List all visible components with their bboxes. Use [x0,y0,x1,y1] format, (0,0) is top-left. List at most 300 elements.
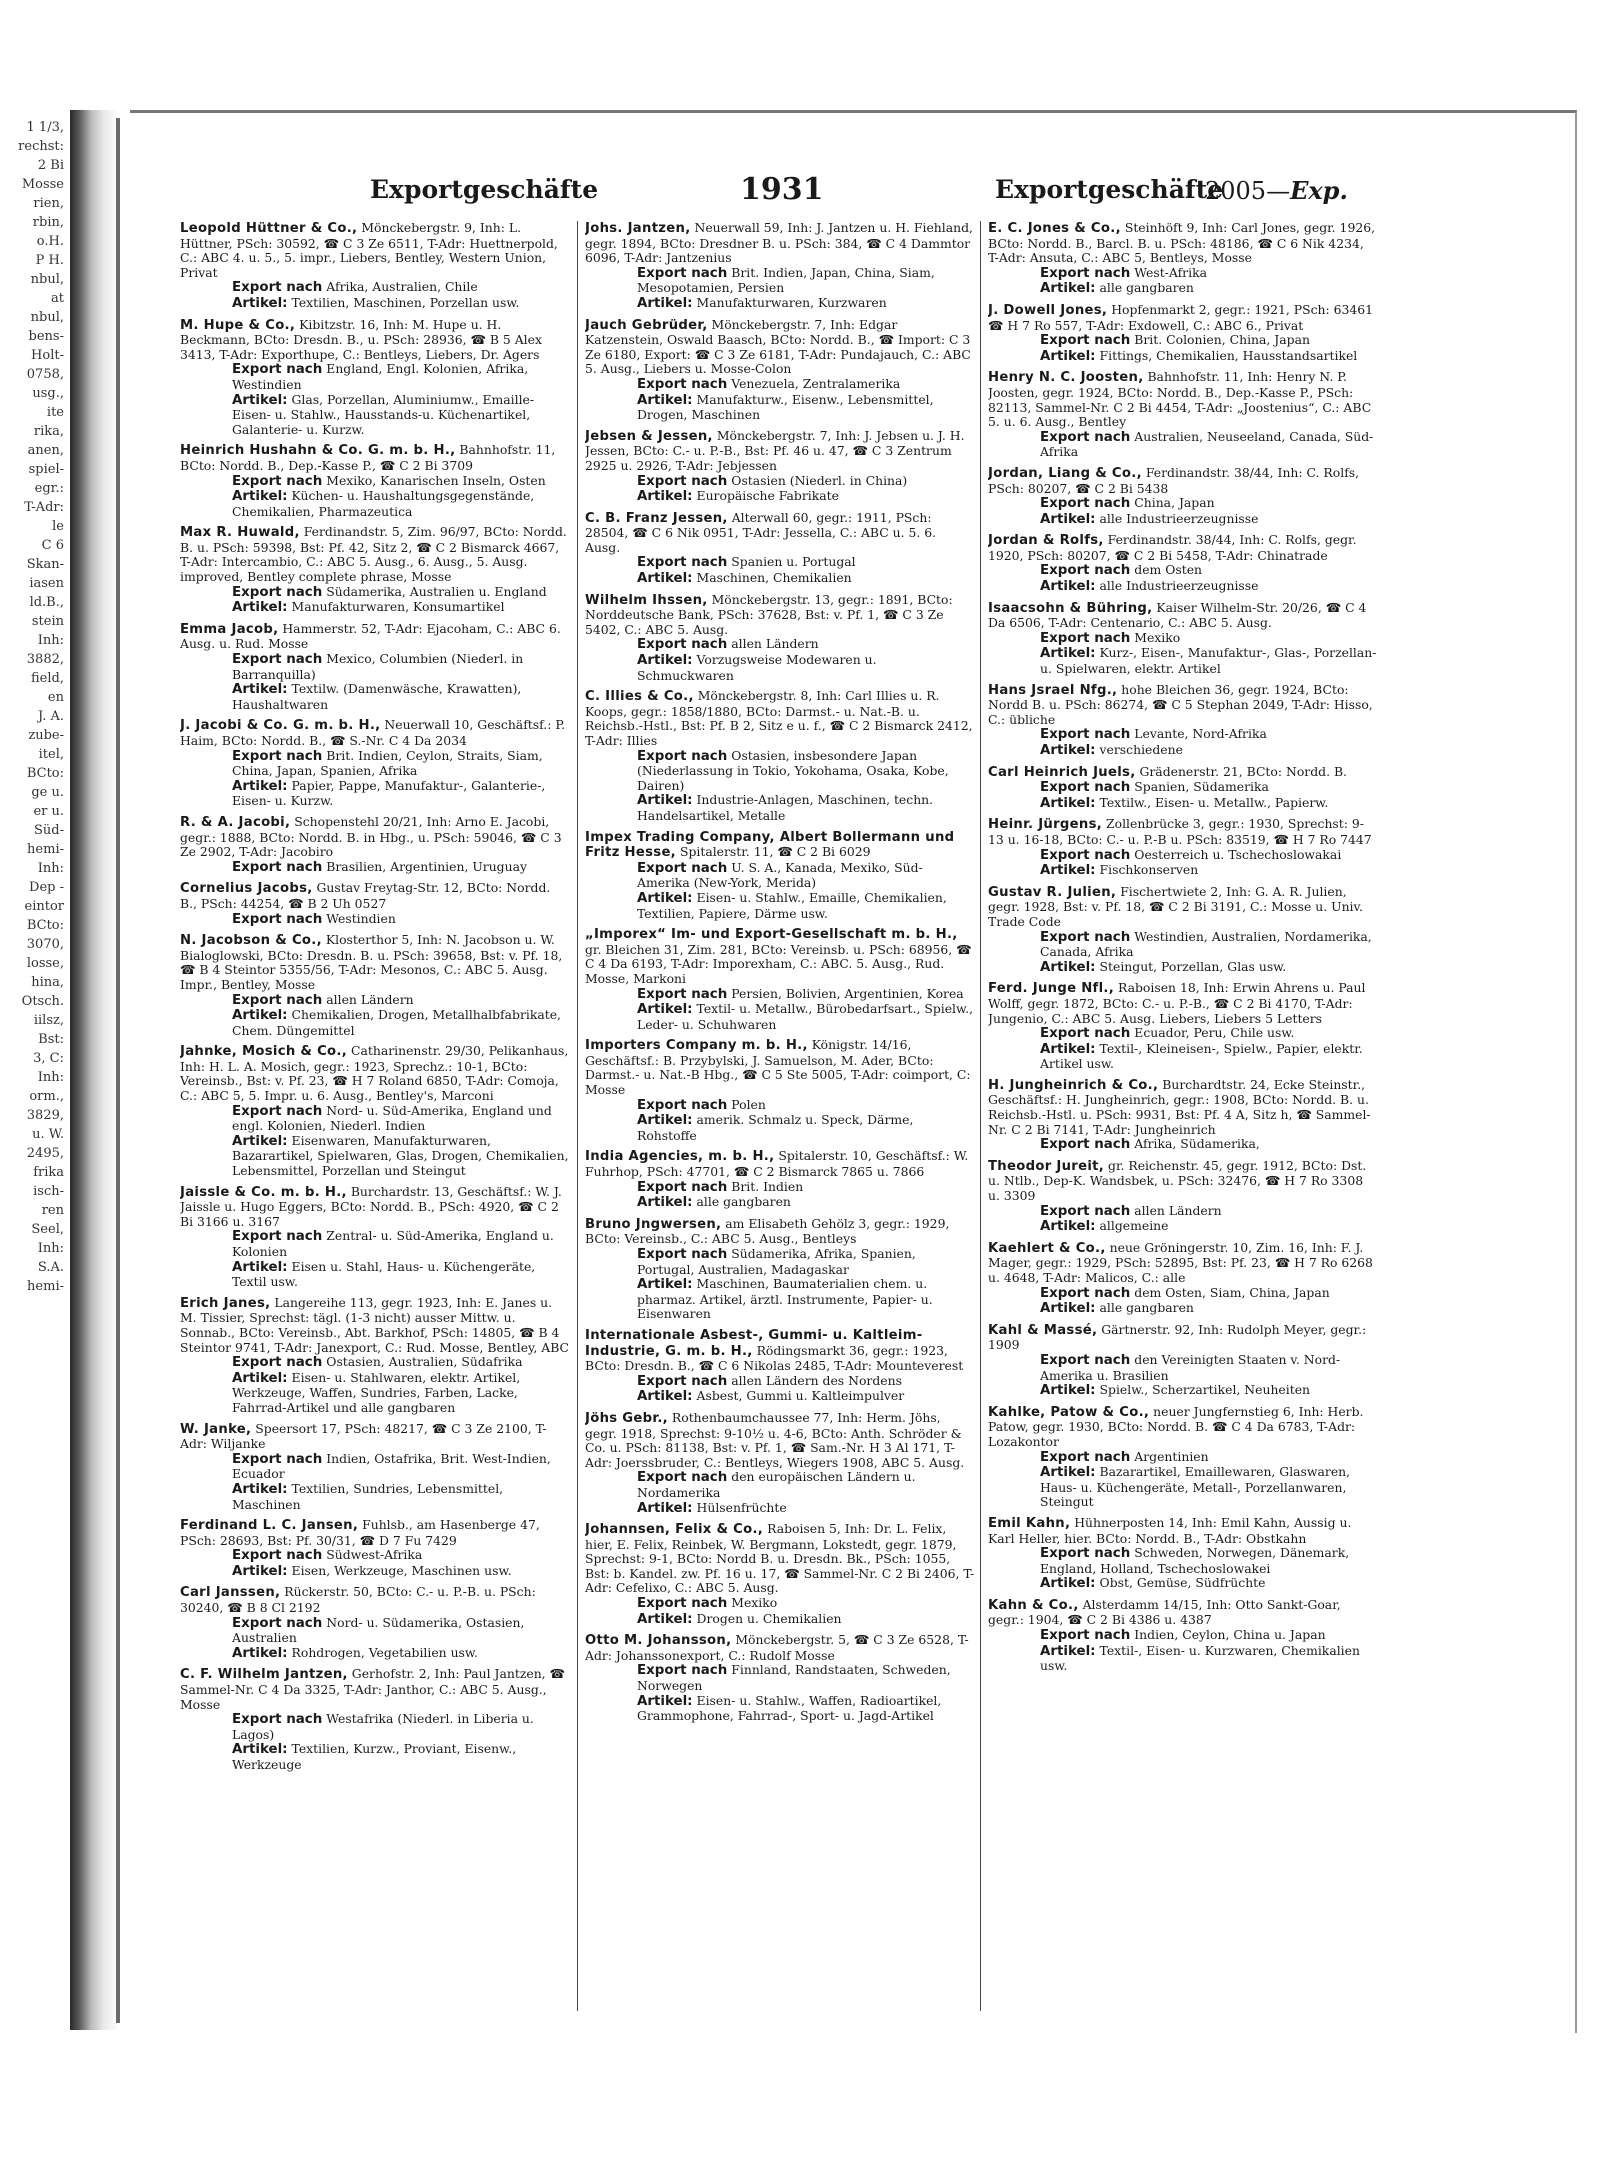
directory-entry [585,1633,975,1724]
company-name: Johs. Jantzen, [585,221,691,236]
prev-page-line: nbul, [30,272,64,287]
entry-line-label: Artikel: [637,1389,693,1405]
entry-line [1040,1644,1378,1674]
entry-line-label: Artikel: [637,793,693,809]
column-2 [585,221,975,2011]
entry-head [585,593,975,638]
entry-line-label: Export nach [232,911,323,927]
entry-line [637,749,975,794]
company-details: Raboisen 5, Inh: Dr. L. Felix, hier, E. Felix, Reinbek, W. Bergmann, Lokstedt, gegr. 1879, Sprechst: 9-1, BCto: Nordd B. u. Dresdn. Bk., PSch: 1055, Bst: b. Kandel. zw. Pf. 16 u. 17, ☎ Sammel-Nr. C 2 Bi 2406, T-Adr: Cefelixo, C.: ABC 5. Ausg. [585,1521,975,1596]
entry-line-text: Hülsenfrüchte [696,1499,787,1515]
company-name: Ferdinand L. C. Jansen, [180,1518,359,1534]
prev-page-line: Inh: [37,1070,64,1085]
entry-line [1040,743,1378,759]
company-name: J. Dowell Jones, [988,302,1108,318]
entry-line-label: Artikel: [637,1500,693,1516]
directory-entry [988,370,1378,460]
entry-line-label: Artikel: [232,1133,288,1149]
entry-line [1040,430,1378,460]
entry-line-label: Artikel: [1040,1465,1096,1481]
entry-line-text: Westindien, Australien, Nordamerika, Canada, Afrika [1040,928,1372,960]
prev-page-line: usg., [32,386,64,401]
entry-line [637,1180,975,1196]
company-details: Catharinenstr. 29/30, Pelikanhaus, Inh: H. L. A. Mosich, gegr.: 1923, Sprechz.: 10-1, BCto: Vereinsb., Bst: v. Pf. 23, ☎ H 7 Roland 6850, T-Adr: Comoja, C.: ABC 5, 5. Impr. u. 6. Ausg., Bentley's, Marconi [180,1043,569,1104]
entry-line [232,474,570,490]
entry-line-text: allen Ländern des Nordens [731,1372,902,1388]
company-details: am Elisabeth Gehölz 3, gegr.: 1929, BCto: Vereinsb., C.: ABC 5. Ausg., Bentleys [585,1215,950,1247]
entry-line-text: Maschinen, Chemikalien [696,570,852,586]
entry-head [180,443,570,473]
entry-line-label: Artikel: [637,1195,693,1211]
entry-head [585,1217,975,1247]
prev-page-line: stein [31,614,64,629]
prev-page-line: P H. [35,253,64,268]
entry-head [180,318,570,363]
directory-entry [988,683,1378,759]
entry-line-text: Textil- u. Metallw., Bürobedarfsart., Spielw., Leder- u. Schuhwaren [637,1001,974,1032]
entry-line [637,1694,975,1724]
entry-line-label: Export nach [1040,429,1131,445]
entry-line [232,1008,570,1038]
prev-page-line: BCto: [26,766,64,781]
directory-entry [585,689,975,823]
entry-line-label: Artikel: [637,653,693,669]
company-name: Cornelius Jacobs, [180,881,313,897]
prev-page-line: Inh: [37,861,64,876]
company-details: Neuerwall 59, Inh: J. Jantzen u. H. Fiehland, gegr. 1894, BCto: Dresdner B. u. PSch: 384, ☎ C 4 Dammtor 6096, T-Adr: Jantzenius [585,221,973,266]
company-details: Bahnhofstr. 11, Inh: Henry N. P. Joosten, gegr. 1924, BCto: Nordd. B., Dep.-Kasse P., PSch: 82113, Sammel-Nr. C 2 Bi 4454, T-Adr: „Joostenius“, C.: ABC 5. u. 6. Ausg., Bentley [988,369,1372,430]
company-name: Wilhelm Ihssen, [585,592,708,608]
prev-page-line: 1 1/3, [26,120,64,135]
prev-page-line: hemi- [27,1279,64,1294]
entry-line [232,585,570,601]
prev-page-line: S.A. [37,1260,64,1275]
entry-line-text: Eisenwaren, Manufakturwaren, Bazarartikel, Spielwaren, Glas, Drogen, Chemikalien, Lebensmittel, Porzellan und Steingut [232,1132,569,1179]
directory-page [130,110,1577,2033]
company-details: hohe Bleichen 36, gegr. 1924, BCto: Nordd B. u. PSch: 86274, ☎ C 5 Stephan 2049, T-Adr: Hisso, C.: übliche [988,681,1373,727]
entry-line-label: Export nach [1040,1546,1131,1562]
company-name: Internationale Asbest-, Gummi- u. Kaltleim-Industrie, G. m. b. H., [585,1327,923,1359]
entry-line-text: alle Industrieerzeugnisse [1099,578,1259,594]
entry-line-label: Export nach [1040,265,1131,281]
company-name: E. C. Jones & Co., [988,221,1121,236]
directory-entry [988,1405,1378,1510]
company-details: Spitalerstr. 10, Geschäftsf.: W. Fuhrhop, PSch: 47701, ☎ C 2 Bismarck 7865 u. 7866 [585,1148,969,1180]
entry-line-text: alle gangbaren [1099,280,1194,296]
directory-entry [988,817,1378,878]
prev-page-line: iilsz, [33,1013,64,1028]
prev-page-line: rbin, [32,215,64,230]
entry-line-label: Export nach [1040,1203,1131,1219]
prev-page-line: Otsch. [21,994,64,1009]
directory-entry [180,443,570,519]
company-details: Ferdinandstr. 5, Zim. 96/97, BCto: Nordd. B. u. PSch: 59398, Bst: Pf. 42, Sitz 2, ☎ C 2 Bismarck 4667, T-Adr: Intercambio, C.: ABC 5. Ausg., 6. Ausg., 5. Ausg. improved, Bentley complete phrase, Mosse [180,524,567,585]
running-head-right: Exportgeschäfte [995,175,1224,204]
entry-line-label: Export nach [637,637,728,653]
entry-line-label: Export nach [637,1247,728,1262]
prev-page-line: Skan- [26,557,64,572]
directory-entry [585,221,975,312]
directory-entry [585,1149,975,1210]
entry-line-text: Küchen- u. Haushaltungsgegenstände, Chemikalien, Pharmazeutica [232,488,535,519]
entry-head [988,683,1378,728]
entry-line [232,682,570,712]
entry-line [232,1712,570,1742]
entry-head [180,1585,570,1615]
entry-line-label: Artikel: [1040,743,1096,758]
company-details: Spitalerstr. 11, ☎ C 2 Bi 6029 [679,844,871,860]
company-name: Hans Jsrael Nfg., [988,682,1118,698]
entry-line-label: Export nach [232,859,323,875]
company-name: Bruno Jngwersen, [585,1216,722,1232]
directory-entry [180,1044,570,1178]
company-name: Heinrich Hushahn & Co. G. m. b. H., [180,443,456,459]
entry-line-text: Textil-, Eisen- u. Kurzwaren, Chemikalien usw. [1040,1642,1360,1674]
directory-entry [585,927,975,1032]
company-details: Raboisen 18, Inh: Erwin Ahrens u. Paul Wolff, gegr. 1872, BCto: C.- u. P.-B., ☎ C 2 Bi 4170, T-Adr: Jungenio, C.: ABC 5. Ausg. Liebers, Liebers 5 Letters [988,980,1366,1026]
prev-page-line: 3829, [26,1108,64,1123]
entry-head [180,221,570,280]
entry-line-text: Mexiko, Kanarischen Inseln, Osten [326,472,546,488]
entry-head [180,1296,570,1355]
prev-page-line: Inh: [37,1241,64,1256]
entry-line [1040,631,1378,647]
company-details: Ferdinandstr. 38/44, Inh: C. Rolfs, gegr. 1920, PSch: 80207, ☎ C 2 Bi 5458, T-Adr: Chinatrade [988,532,1357,563]
entry-head [180,1518,570,1548]
entry-line-text: Spanien u. Portugal [731,554,856,570]
directory-entry [180,1667,570,1772]
entry-line-label: Artikel: [232,1563,288,1579]
entry-line-label: Export nach [232,992,323,1008]
entry-line-text: U. S. A., Kanada, Mexiko, Süd-Amerika (New-York, Merida) [637,859,923,891]
company-details: Gerhofstr. 2, Inh: Paul Jantzen, ☎ Sammel-Nr. C 4 Da 3325, T-Adr: Janthor, C.: ABC 5. Ausg., Mosse [180,1666,565,1712]
entry-line [232,600,570,616]
entry-line-label: Artikel: [1040,1643,1096,1659]
directory-entry [988,1159,1378,1235]
entry-line-text: Textilien, Maschinen, Porzellan usw. [291,294,520,310]
company-name: Impex Trading Company, Albert Bollermann und Fritz Hesse, [585,829,955,861]
entry-columns [180,221,1400,2011]
company-details: Mönckebergstr. 9, Inh: L. Hüttner, PSch: 30592, ☎ C 3 Ze 6511, T-Adr: Huettnerpold, C.: ABC 4. u. 5., 5. impr., Liebers, Bentley, Western Union, Privat [180,221,558,280]
company-details: Burchardtstr. 24, Ecke Steinstr., Geschäftsf.: H. Jungheinrich, gegr.: 1908, BCto: Nordd. B. u. Reichsb.-Hstl. u. PSch: 9931, Bst: Pf. 4 A, Sitz h, ☎ Sammel-Nr. C 2 Bi 7141, T-Adr: Jungheinrich [988,1076,1371,1137]
entry-line [232,860,570,876]
company-details: Königstr. 14/16, Geschäftsf.: B. Przybylski, J. Samuelson, M. Ader, BCto: Darmst.- u. Nat.-B Hbg., ☎ C 5 Ste 5005, T-Adr: coimport, C: Mosse [585,1037,971,1098]
entry-line-label: Export nach [232,1355,323,1371]
company-details: Zollenbrücke 3, gegr.: 1930, Sprechst: 9-13 u. 16-18, BCto: C.- u. P.-B u. PSch: 83519, ☎ H 7 Ro 7447 [988,816,1372,847]
entry-line-text: Südamerika, Afrika, Spanien, Portugal, Australien, Madagaskar [637,1246,916,1277]
company-details: Rückerstr. 50, BCto: C.- u. P.-B. u. PSch: 30240, ☎ B 8 Cl 2192 [180,1584,536,1616]
company-name: Importers Company m. b. H., [585,1038,808,1054]
entry-line-label: Export nach [1040,1285,1131,1301]
prev-page-line: Bst: [38,1032,64,1047]
entry-head [180,718,570,748]
year-heading: 1931 [740,172,824,207]
entry-line [1040,1576,1378,1592]
prev-page-line: en [47,690,64,705]
entry-line [637,1470,975,1500]
entry-line-text: Glas, Porzellan, Aluminiumw., Emaille-Eisen- u. Stahlw., Hausstands-u. Küchenartikel, Galanterie- u. Kurzw. [232,391,535,437]
company-name: Gustav R. Julien, [988,884,1117,900]
entry-line-label: Artikel: [1040,1576,1096,1592]
prev-page-line: 2495, [26,1146,64,1161]
page-edge [116,118,120,2023]
directory-entry [988,303,1378,364]
company-details: Bahnhofstr. 11, BCto: Nordd. B., Dep.-Kasse P., ☎ C 2 Bi 3709 [180,442,556,473]
entry-line [637,1277,975,1322]
company-details: Rothenbaumchaussee 77, Inh: Herm. Jöhs, gegr. 1918, Sprechst: 9-10½ u. 4-6, BCto: Anth. Schröder & Co. u. PSch: 81138, Bst: v. Pf. 1, ☎ Sam.-Nr. H 3 Al 171, T-Adr: Joerssbruder, C.: Bentleys, Wiegers 1908, ABC 5. Ausg. [585,1409,965,1470]
directory-entry [180,881,570,927]
entry-line-text: Eisen- u. Stahlwaren, elektr. Artikel, Werkzeuge, Waffen, Sundries, Farben, Lacke, Fahrrad-Artikel und alle gangbaren [232,1369,521,1415]
company-details: Hopfenmarkt 2, gegr.: 1921, PSch: 63461 ☎ H 7 Ro 557, T-Adr: Exdowell, C.: ABC 6., Privat [988,301,1374,333]
prev-page-line: ge u. [31,785,64,800]
entry-line-label: Export nach [232,362,323,378]
entry-line-text: Fischkonserven [1099,862,1199,878]
prev-page-line: isch- [33,1184,64,1199]
prev-page-line: Süd- [34,823,64,838]
entry-line-text: Industrie-Anlagen, Maschinen, techn. Handelsartikel, Metalle [637,792,934,823]
entry-line-label: Export nach [1040,1137,1131,1153]
entry-line-text: Textilien, Kurzw., Proviant, Eisenw., Werkzeuge [232,1741,517,1772]
entry-line-label: Export nach [637,1470,728,1486]
entry-line-text: Manufakturwaren, Kurzwaren [696,294,887,310]
entry-line-text: Persien, Bolivien, Argentinien, Korea [731,985,964,1001]
entry-line-text: Bazarartikel, Emaillewaren, Glaswaren, Haus- u. Küchengeräte, Metall-, Porzellanwaren, Steingut [1040,1464,1351,1510]
entry-head [180,933,570,992]
prev-page-line: BCto: [26,918,64,933]
entry-line [1040,1042,1378,1072]
entry-line-text: Brit. Colonien, China, Japan [1134,332,1310,348]
entry-line [1040,281,1378,297]
directory-entry [988,1078,1378,1153]
entry-line-text: West-Afrika [1134,264,1207,280]
entry-line-text: Brit. Indien, Ceylon, Straits, Siam, China, Japan, Spanien, Afrika [232,747,543,779]
company-details: Neuerwall 10, Geschäftsf.: P. Haim, BCto: Nordd. B., ☎ S.-Nr. C 4 Da 2034 [180,717,566,748]
prev-page-line: 3882, [26,652,64,667]
entry-line [1040,579,1378,595]
company-name: Jöhs Gebr., [585,1410,668,1426]
entry-line-text: Manufakturwaren, Konsumartikel [291,599,505,615]
entry-line-text: dem Osten [1134,562,1203,578]
prev-page-line: J. A. [38,709,64,724]
entry-line-label: Artikel: [232,600,288,616]
entry-line-text: Nord- u. Süd-Amerika, England und engl. Kolonien, Niederl. Indien [232,1102,552,1134]
entry-line-text: Textilw. (Damenwäsche, Krawatten), Haushaltwaren [232,681,522,712]
company-details: Mönckebergstr. 7, Inh: J. Jebsen u. J. H. Jessen, BCto: C.- u. P.-B., Bst: Pf. 46 u. 47, ☎ C 3 Zentrum 2925 u. 2926, T-Adr: Jebjessen [585,427,965,473]
entry-line-text: Fittings, Chemikalien, Hausstandsartikel [1099,347,1358,363]
directory-entry [988,601,1378,677]
prev-page-line: er u. [33,804,64,819]
company-name: W. Janke, [180,1421,252,1437]
directory-entry [988,981,1378,1072]
entry-line [1040,1137,1378,1153]
entry-line-label: Artikel: [1040,1041,1096,1057]
directory-entry [180,718,570,809]
entry-line-text: Venezuela, Zentralamerika [731,375,901,391]
entry-line [637,1389,975,1405]
entry-line [637,1612,975,1628]
prev-page-line: iasen [29,576,64,591]
entry-line [637,793,975,823]
prev-page-line: anen, [27,443,64,458]
entry-line-label: Artikel: [232,1481,288,1497]
prev-page-line: field, [31,671,64,686]
entry-line-label: Artikel: [232,489,288,505]
entry-head [988,981,1378,1026]
entry-line-label: Export nach [1040,333,1131,349]
entry-line-text: Eisen- u. Stahlw., Emaille, Chemikalien, Textilien, Papiere, Därme usw. [637,889,947,921]
column-rule [980,221,981,2011]
entry-head [180,1667,570,1712]
company-details: gr. Bleichen 31, Zim. 281, BCto: Vereinsb. u. PSch: 68956, ☎ C 4 Da 6193, T-Adr: Imporexham, C.: ABC. 5. Ausg., Rud. Mosse, Markoni [585,941,972,986]
entry-line [1040,1286,1378,1302]
entry-line-text: Levante, Nord-Afrika [1134,726,1267,742]
entry-line-text: Kurz-, Eisen-, Manufaktur-, Glas-, Porzellan- u. Spielwaren, elektr. Artikel [1040,645,1377,677]
entry-line-label: Artikel: [1040,511,1096,527]
entry-line [1040,1465,1378,1510]
entry-head [585,1633,975,1663]
entry-line-label: Artikel: [637,890,693,906]
entry-line [232,296,570,312]
entry-line-label: Export nach [1040,929,1131,945]
entry-head [988,303,1378,333]
entry-line [637,296,975,312]
company-name: Kahlke, Patow & Co., [988,1404,1150,1420]
entry-head [988,466,1378,496]
entry-head [988,885,1378,930]
company-details: Langereihe 113, gegr. 1923, Inh: E. Janes u. M. Tissier, Sprechst: tägl. (1-3 nicht) ausser Mittw. u. Sonnab., BCto: Vereinsb., Abt. Barkhof, PSch: 14805, ☎ B 4 Steintor 9741, T-Adr: Janexport, C.: Rud. Mosse, Bentley, ABC [180,1294,570,1355]
entry-line-text: Europäische Fabrikate [696,488,839,504]
company-details: Gustav Freytag-Str. 12, BCto: Nordd. B., PSch: 44254, ☎ B 2 Uh 0527 [180,880,551,911]
entry-line [1040,333,1378,349]
entry-line-label: Export nach [637,748,728,764]
entry-line [1040,1450,1378,1466]
company-details: Grädenerstr. 21, BCto: Nordd. B. [1139,763,1347,779]
entry-line-text: Nord- u. Südamerika, Ostasien, Australien [232,1614,525,1646]
entry-line-label: Export nach [1040,630,1131,646]
company-name: N. Jacobson & Co., [180,933,322,949]
entry-line-label: Export nach [232,1615,323,1631]
entry-line-text: den europäischen Ländern u. Nordamerika [637,1469,916,1500]
entry-line-text: Drogen u. Chemikalien [696,1610,842,1626]
directory-entry [988,885,1378,976]
prev-page-line: itel, [38,747,64,762]
company-name: Erich Janes, [180,1295,271,1311]
entry-line-text: England, Engl. Kolonien, Afrika, Westindien [232,361,529,392]
entry-line-label: Export nach [232,1712,323,1728]
entry-line-text: Ostasien, Australien, Südafrika [326,1354,523,1370]
company-name: Heinr. Jürgens, [988,817,1103,833]
entry-head [585,1328,975,1374]
entry-line-label: Artikel: [232,682,288,698]
entry-head [988,765,1378,781]
company-name: Henry N. C. Joosten, [988,370,1144,386]
book-binding-shadow [70,110,118,2030]
company-details: Burchardstr. 13, Geschäftsf.: W. J. Jaissle u. Hugo Eggers, BCto: Nordd. B., PSch: 4920, ☎ C 2 Bi 3166 u. 3167 [180,1183,562,1229]
company-details: Fischertwiete 2, Inh: G. A. R. Julien, gegr. 1928, Bst: v. Pf. 18, ☎ C 2 Bi 3191, C.: Mosse u. Univ. Trade Code [988,883,1363,929]
entry-line-text: Eisen, Werkzeuge, Maschinen usw. [291,1562,512,1578]
prev-page-line: hina, [31,975,64,990]
prev-page-line: 0758, [26,367,64,382]
entry-line [637,653,975,683]
entry-line-label: Artikel: [637,392,693,408]
company-name: Max R. Huwald, [180,525,300,541]
company-details: Hühnerposten 14, Inh: Emil Kahn, Aussig u. Karl Heller, hier. BCto: Nordd. B., T-Adr: Obstkahn [988,1514,1352,1546]
entry-line-text: Eisen- u. Stahlw., Waffen, Radioartikel, Grammophone, Fahrrad-, Sport- u. Jagd-Artikel [637,1692,942,1724]
entry-line-text: Eisen u. Stahl, Haus- u. Küchengeräte, Textil usw. [232,1258,536,1290]
entry-head [585,429,975,474]
entry-line-label: Export nach [1040,1352,1131,1368]
entry-line [1040,796,1378,812]
prev-page-line: ren [41,1203,64,1218]
company-name: Kahl & Massé, [988,1322,1098,1338]
entry-line [1040,930,1378,960]
column-3 [988,221,1378,2011]
entry-line-label: Artikel: [1040,1301,1096,1317]
directory-entry [988,765,1378,812]
directory-entry [585,1522,975,1627]
entry-line [637,1113,975,1143]
previous-page-fragment [0,118,70,2018]
entry-line [1040,1026,1378,1042]
entry-head [585,221,975,266]
directory-entry [180,815,570,875]
entry-line [232,912,570,928]
prev-page-line: losse, [26,956,64,971]
entry-line-label: Artikel: [232,1645,288,1661]
entry-line [637,1195,975,1211]
company-details: Mönckebergstr. 5, ☎ C 3 Ze 6528, T-Adr: Johanssonexport, C.: Rudolf Mosse [585,1632,969,1663]
entry-line-label: Export nach [232,652,323,668]
directory-entry [585,429,975,505]
entry-line-label: Artikel: [232,1008,288,1024]
entry-line-text: allen Ländern [326,991,414,1007]
entry-line-text: Westindien [326,910,396,926]
entry-line [232,362,570,392]
entry-line-text: Spanien, Südamerika [1134,779,1269,795]
directory-entry [585,1328,975,1405]
entry-line [1040,1301,1378,1317]
entry-line-label: Export nach [232,748,323,764]
entry-line-text: allgemeine [1099,1218,1169,1234]
entry-head [180,622,570,652]
entry-line [1040,563,1378,579]
prev-page-line: C 6 [41,538,64,553]
entry-line-text: den Vereinigten Staaten v. Nord-Amerika u. Brasilien [1040,1351,1341,1383]
entry-line [232,1742,570,1772]
directory-entry [988,466,1378,527]
entry-head [988,1598,1378,1628]
entry-line [1040,1204,1378,1220]
entry-line [1040,266,1378,282]
page-number: 2005—Exp. [1205,176,1348,205]
entry-line-label: Artikel: [637,1611,693,1627]
entry-line-text: Mexico, Columbien (Niederl. in Barranquilla) [232,651,524,682]
directory-entry [988,221,1378,297]
entry-line-text: Afrika, Australien, Chile [326,279,478,295]
entry-line [232,993,570,1009]
entry-line [637,377,975,393]
entry-head [585,830,975,861]
entry-head [988,601,1378,631]
directory-entry [988,1241,1378,1317]
prev-page-line: u. W. [32,1127,64,1142]
prev-page-line: Dep - [29,880,64,895]
entry-line [637,1002,975,1032]
entry-line-text: Brit. Indien, Japan, China, Siam, Mesopotamien, Persien [637,264,935,296]
entry-head [988,1078,1378,1137]
entry-head [585,689,975,748]
prev-page-line: orm., [29,1089,64,1104]
